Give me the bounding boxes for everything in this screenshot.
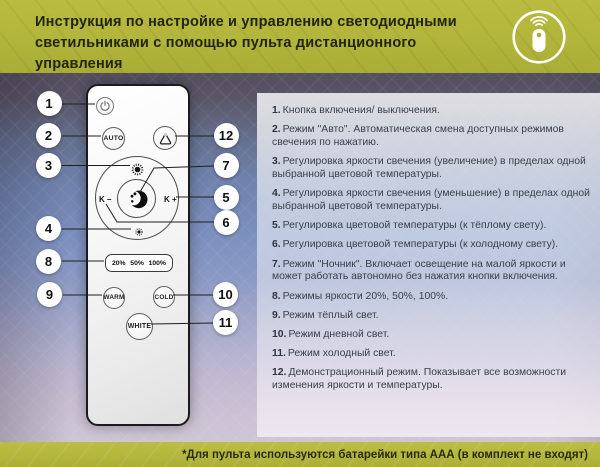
preset-100-label: 100% bbox=[148, 259, 166, 267]
page-title: Инструкция по настройке и управлению светодиодными светильниками с помощью пульта дистанционного управления bbox=[35, 14, 457, 72]
preset-50-label: 50% bbox=[130, 259, 144, 267]
instruction-item-8: 8. Режимы яркости 20%, 50%, 100%. bbox=[272, 290, 449, 302]
kelvin-minus-button[interactable]: K – bbox=[99, 194, 112, 204]
callout-3: 3 bbox=[36, 153, 61, 178]
sun-bright-icon bbox=[130, 162, 145, 177]
instruction-item-1: 1. Кнопка включения/ выключения. bbox=[272, 105, 440, 116]
remote-control-icon bbox=[511, 9, 567, 65]
instruction-item-11: 11. Режим холодный свет. bbox=[272, 348, 396, 360]
power-button[interactable] bbox=[96, 97, 114, 115]
callout-7: 7 bbox=[214, 153, 239, 178]
preset-20-label: 20% bbox=[112, 259, 126, 267]
instruction-item-10: 10. Режим дневной свет. bbox=[272, 328, 390, 340]
night-mode-button[interactable] bbox=[117, 179, 156, 218]
callout-4: 4 bbox=[36, 216, 61, 241]
callout-2: 2 bbox=[36, 123, 61, 148]
instruction-item-12: 12. Демонстрационный режим. Показывает все возможности изменения яркости и температуры. bbox=[272, 367, 567, 392]
callout-11: 11 bbox=[213, 310, 238, 335]
callout-6: 6 bbox=[214, 210, 239, 235]
kelvin-plus-button[interactable]: K + bbox=[164, 194, 177, 204]
instruction-item-2: 2. Режим "Авто". Автоматическая смена доступных режимов свечения по нажатию. bbox=[272, 124, 564, 148]
instruction-item-6: 6. Регулировка цветовой температуры (к холодному свету). bbox=[272, 239, 559, 251]
brightness-up-button[interactable] bbox=[130, 162, 145, 177]
callout-1: 1 bbox=[37, 91, 62, 116]
main-area bbox=[0, 73, 600, 442]
callout-5: 5 bbox=[214, 185, 239, 210]
brightness-down-button[interactable] bbox=[134, 227, 145, 238]
brightness-presets-button[interactable] bbox=[105, 254, 173, 272]
instructions-panel bbox=[257, 93, 600, 437]
remote-control bbox=[86, 84, 190, 426]
instruction-item-7: 7. Режим "Ночник". Включает освещение на малой яркости и может работать автономно без нажатия кнопки включения. bbox=[272, 258, 566, 283]
warm-light-button[interactable]: WARM bbox=[103, 287, 125, 309]
auto-mode-button[interactable]: AUTO bbox=[102, 127, 125, 150]
callout-9: 9 bbox=[37, 282, 62, 307]
battery-note: *Для пульта используются батарейки типа ААА (в комплект не входят) bbox=[182, 448, 588, 461]
instruction-item-9: 9. Режим тёплый свет. bbox=[272, 309, 379, 321]
power-icon bbox=[99, 100, 111, 112]
footer-banner bbox=[0, 442, 600, 467]
cold-light-button[interactable]: COLD bbox=[153, 286, 175, 308]
callout-8: 8 bbox=[36, 249, 61, 274]
header-banner bbox=[0, 0, 600, 73]
recycle-triangle-icon bbox=[158, 131, 173, 146]
moon-stars-icon bbox=[124, 186, 150, 212]
instruction-item-3: 3. Регулировка яркости свечения (увеличение) в пределах одной выбранной цветовой температуры. bbox=[272, 156, 586, 180]
instruction-item-4: 4. Регулировка яркости свечения (уменьшение) в пределах одной выбранной цветовой температуры. bbox=[272, 188, 590, 212]
demo-mode-button[interactable] bbox=[153, 126, 177, 150]
white-light-button[interactable]: WHITE bbox=[126, 313, 153, 340]
callout-12: 12 bbox=[214, 123, 239, 148]
sun-dim-icon bbox=[134, 227, 144, 237]
callout-10: 10 bbox=[213, 282, 238, 307]
instruction-item-5: 5. Регулировка цветовой температуры (к тёплому свету). bbox=[272, 220, 547, 232]
